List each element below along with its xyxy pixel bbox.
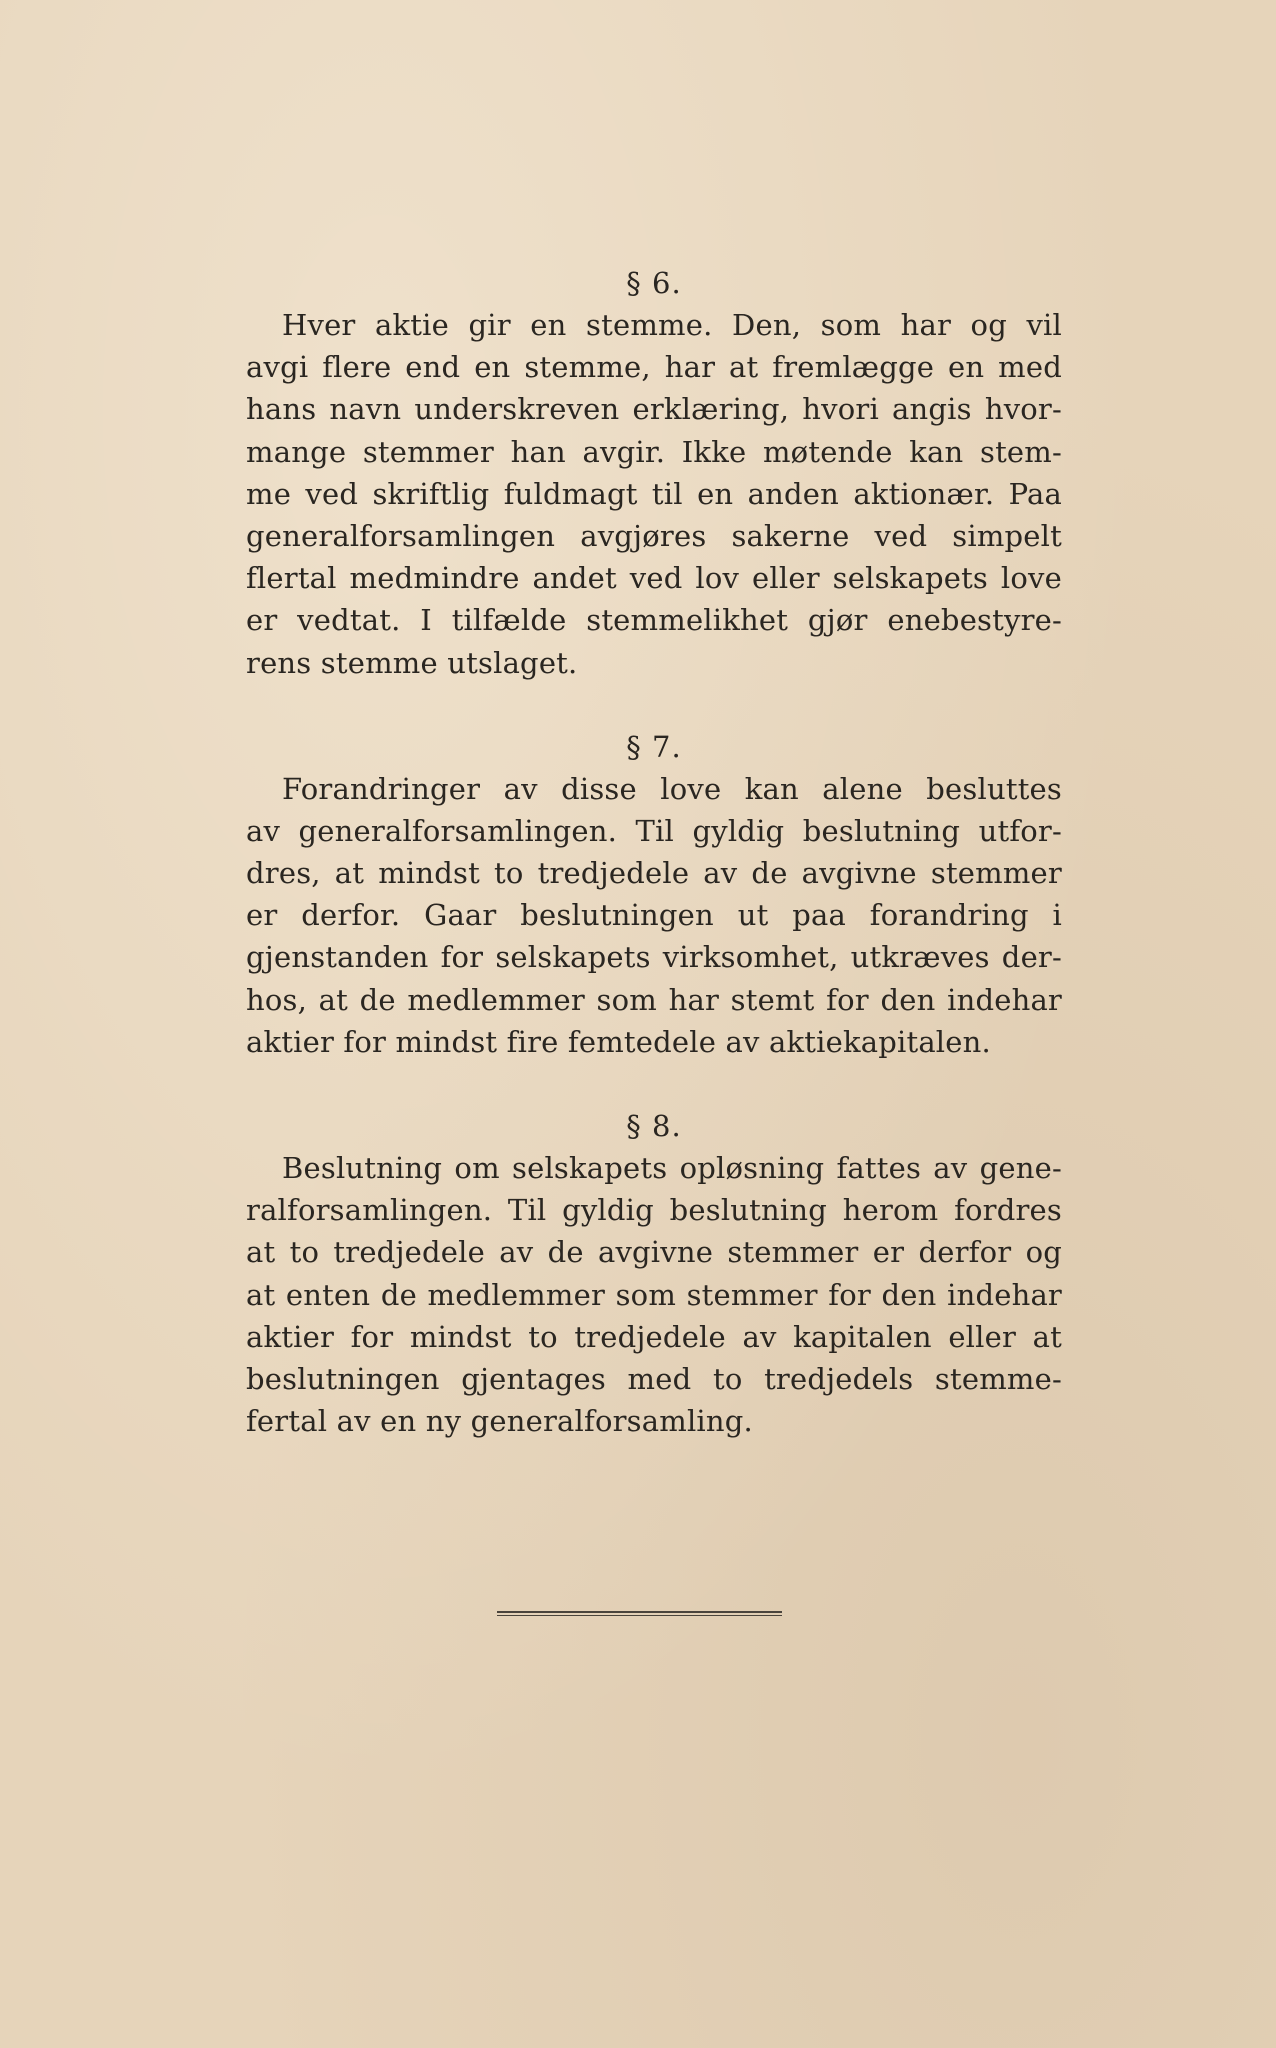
text-line: hans navn underskreven erklæring, hvori angis hvor- [246, 392, 1062, 427]
text-line: mange stemmer han avgir. Ikke møtende kan stem- [246, 434, 1062, 469]
text-line: flertal medmindre andet ved lov eller selskapets love [246, 561, 1062, 596]
text-line: er vedtat. I tilfælde stemmelikhet gjør enebestyre- [246, 603, 1062, 638]
document-body [246, 262, 1062, 1484]
text-line: beslutningen gjentages med to tredjedels stemme- [246, 1361, 1062, 1396]
text-line: hos, at de medlemmer som har stemt for den indehar [246, 982, 1062, 1017]
divider-rule [497, 1615, 782, 1617]
text-line: Forandringer av disse love kan alene besluttes [282, 771, 1062, 806]
section-8 [246, 1105, 1062, 1442]
divider-rule [497, 1611, 782, 1613]
text-line: generalforsamlingen avgjøres sakerne ved simpelt [246, 518, 1062, 553]
section-heading: § 7. [626, 729, 682, 764]
section-6 [246, 262, 1062, 684]
text-line: rens stemme utslaget. [246, 645, 578, 680]
section-7 [246, 726, 1062, 1063]
text-line: av generalforsamlingen. Til gyldig beslutning utfor- [246, 813, 1062, 848]
text-line: avgi flere end en stemme, har at fremlægge en med [246, 350, 1062, 385]
text-line: Beslutning om selskapets opløsning fattes av gene- [282, 1151, 1062, 1185]
text-line: gjenstanden for selskapets virksomhet, utkræves der- [246, 940, 1062, 975]
text-line: at enten de medlemmer som stemmer for den indehar [246, 1277, 1062, 1312]
text-line: me ved skriftlig fuldmagt til en anden aktionær. Paa [246, 476, 1062, 511]
section-heading: § 8. [626, 1109, 682, 1143]
text-line: ralforsamlingen. Til gyldig beslutning herom fordres [246, 1193, 1062, 1228]
text-line: at to tredjedele av de avgivne stemmer er derfor og [246, 1235, 1062, 1270]
text-line: er derfor. Gaar beslutningen ut paa forandring i [246, 898, 1062, 933]
text-line: Hver aktie gir en stemme. Den, som har og vil [282, 308, 1062, 342]
text-line: aktier for mindst fire femtedele av aktiekapitalen. [246, 1024, 991, 1059]
text-line: dres, at mindst to tredjedele av de avgivne stemmer [246, 856, 1062, 891]
end-divider [497, 1611, 782, 1616]
section-heading: § 6. [626, 266, 682, 300]
text-line: fertal av en ny generalforsamling. [246, 1404, 753, 1439]
text-line: aktier for mindst to tredjedele av kapitalen eller at [246, 1319, 1062, 1354]
